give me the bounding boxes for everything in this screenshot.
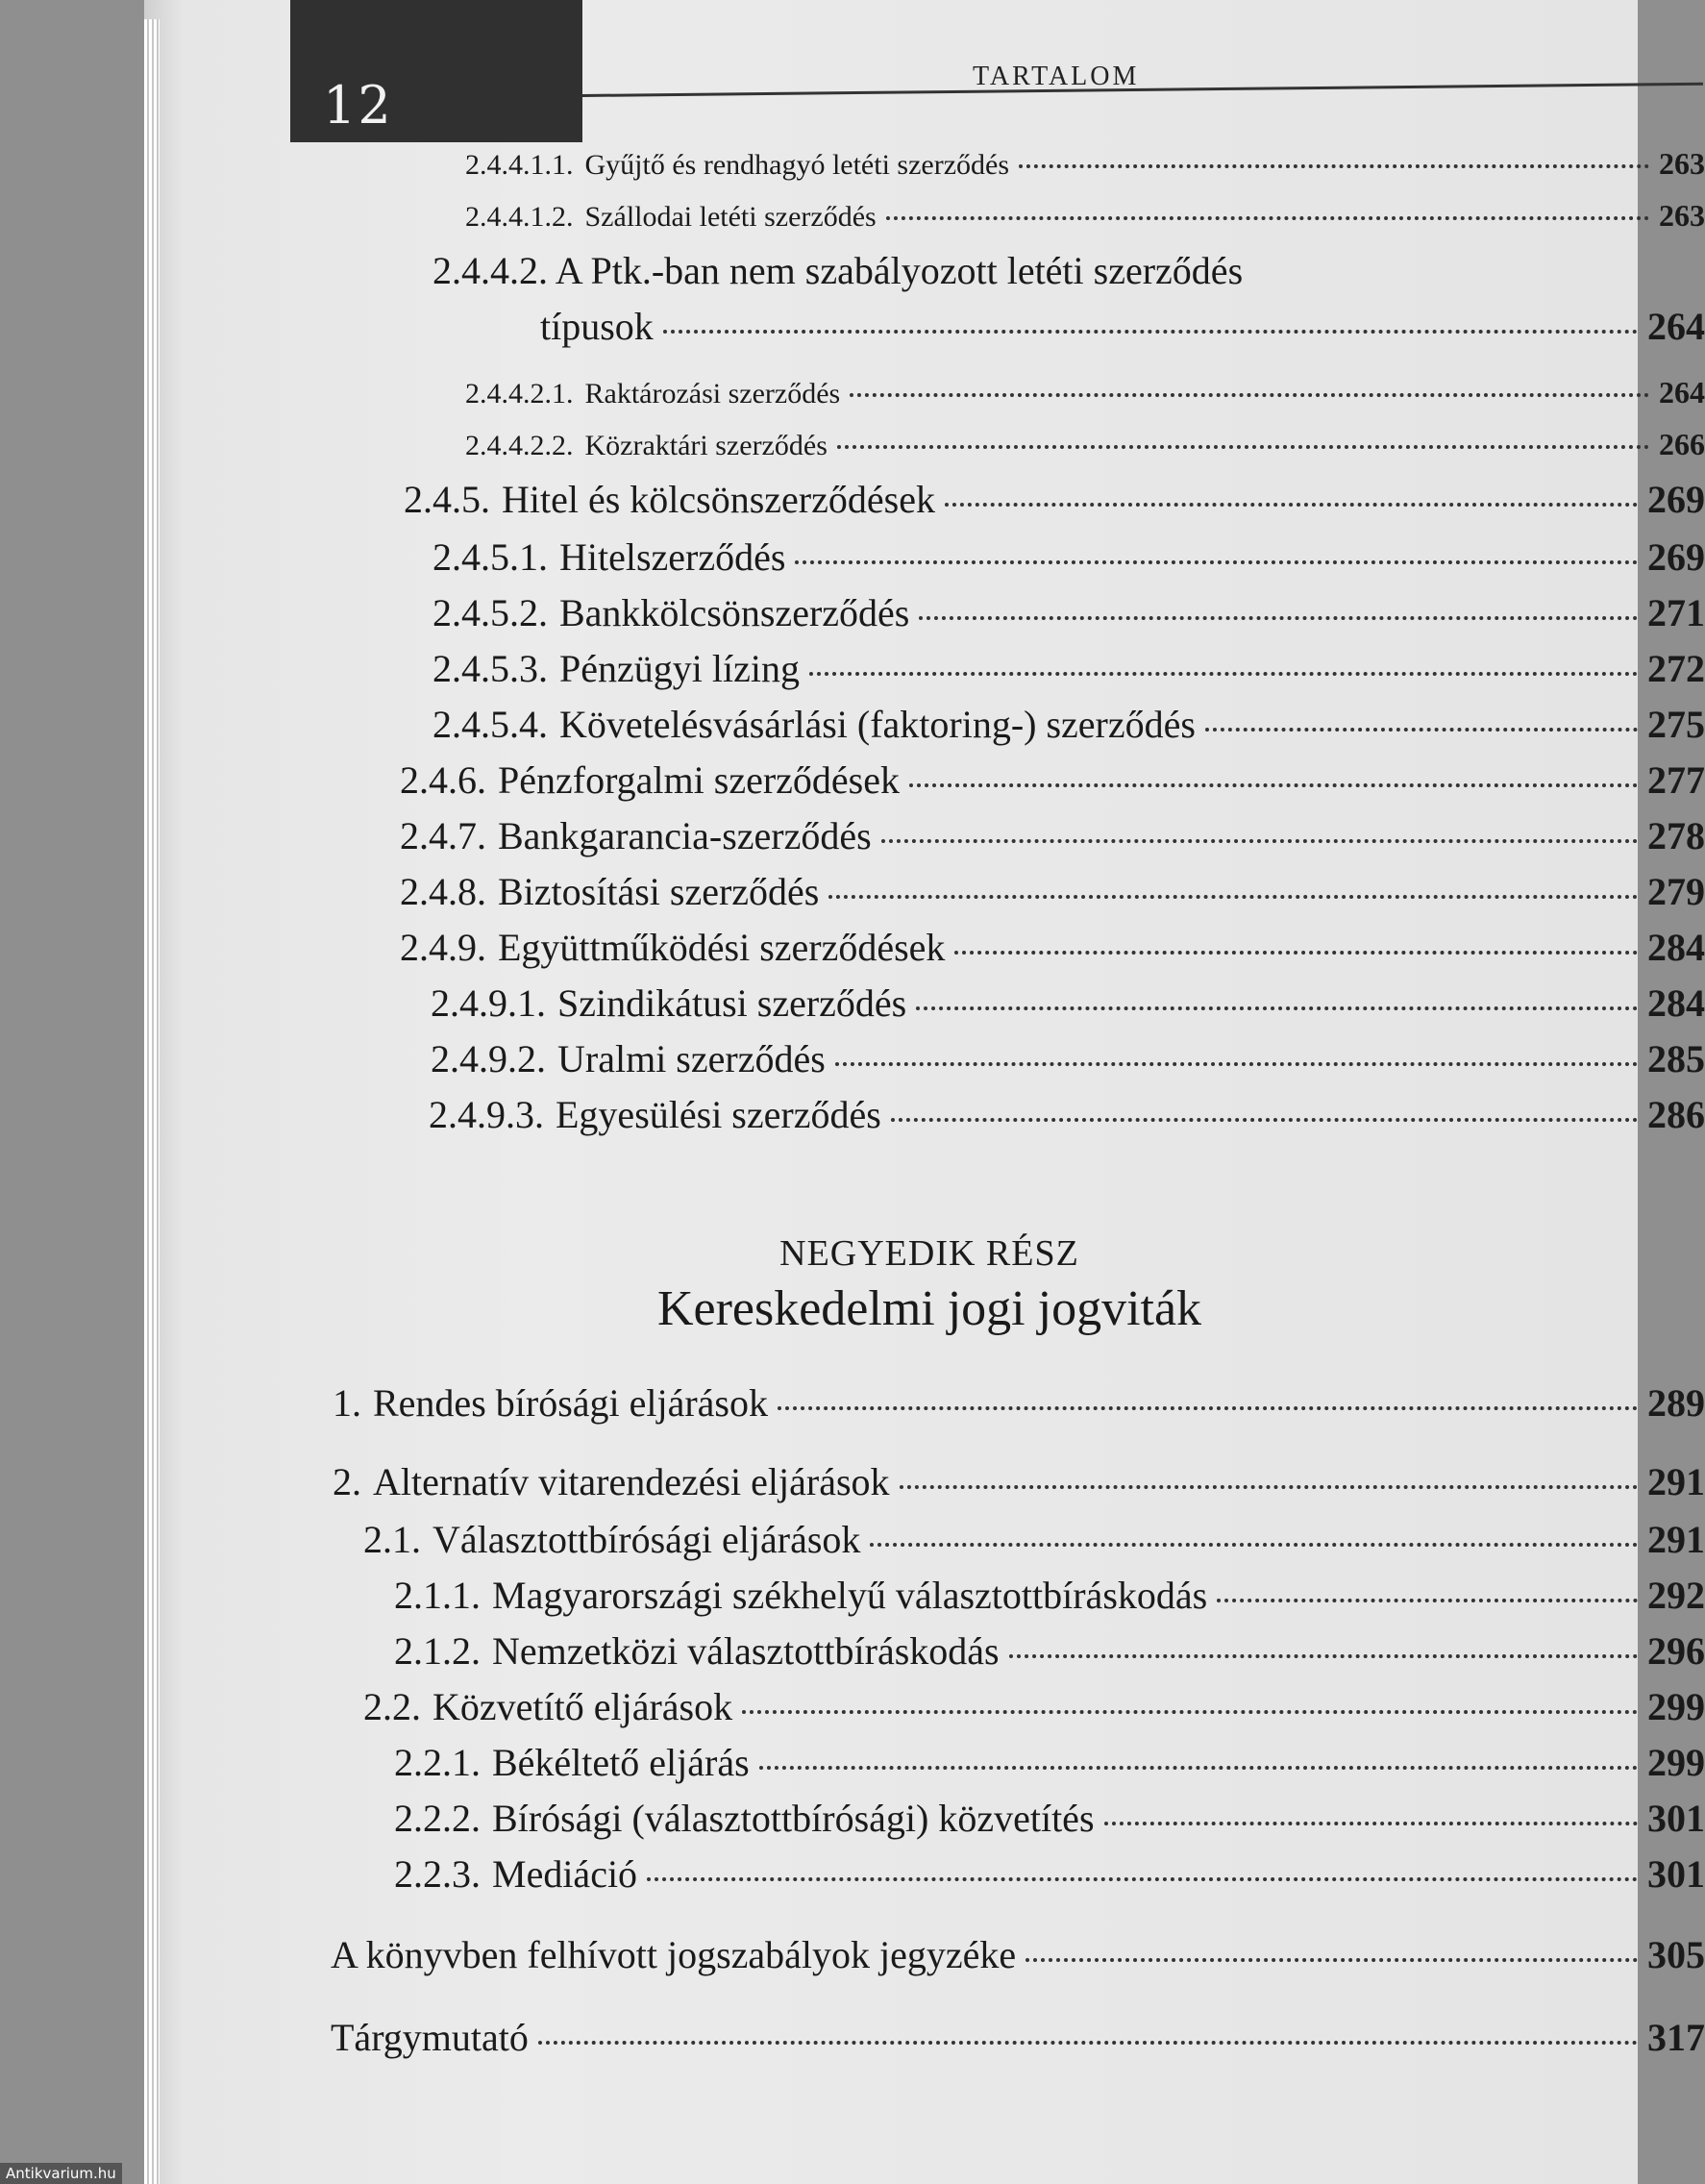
toc-number: 2.4.5.2. — [432, 591, 548, 634]
toc-entry — [432, 702, 1705, 747]
toc-entry — [394, 1740, 1705, 1785]
toc-entry — [400, 869, 1705, 914]
header-rule — [582, 83, 1703, 97]
dot-leader — [828, 895, 1638, 899]
toc-title-cont: típusok — [540, 305, 654, 348]
toc-number: 2.1.2. — [394, 1629, 481, 1673]
dot-leader — [759, 1766, 1638, 1770]
dot-leader — [663, 330, 1638, 334]
toc-number: 1. — [333, 1381, 361, 1425]
toc-number: 2.4.9.1. — [431, 981, 546, 1025]
toc-entry — [333, 1459, 1705, 1504]
toc-entry — [331, 2015, 1705, 2060]
toc-page: 296 — [1647, 1629, 1705, 1673]
toc-page: 291 — [1647, 1518, 1705, 1561]
toc-title: Pénzforgalmi szerződések — [498, 758, 900, 802]
toc-page: 305 — [1647, 1933, 1705, 1976]
toc-entry — [400, 813, 1705, 858]
toc-title: Pénzügyi lízing — [559, 647, 800, 690]
dot-leader — [778, 1406, 1638, 1410]
toc-title: A könyvben felhívott jogszabályok jegyzéke — [331, 1933, 1017, 1976]
toc-entry — [394, 1796, 1705, 1841]
toc-number: 2.4.5.1. — [432, 535, 548, 579]
dot-leader — [835, 1062, 1638, 1066]
toc-page: 317 — [1647, 2016, 1705, 2059]
toc-entry — [394, 1851, 1705, 1897]
toc-title: Biztosítási szerződés — [498, 870, 820, 913]
toc-entry-wrapped — [432, 248, 1243, 293]
toc-entry — [432, 646, 1705, 691]
page-edge — [144, 19, 160, 2184]
toc-page: 263 — [1659, 146, 1705, 181]
dot-leader — [1205, 728, 1638, 732]
dot-leader — [891, 1118, 1638, 1122]
toc-number: 2.4.8. — [400, 870, 486, 913]
toc-page: 301 — [1647, 1852, 1705, 1896]
toc-page: 286 — [1647, 1093, 1705, 1136]
dot-leader — [1009, 1654, 1638, 1658]
page-number-box — [290, 0, 582, 142]
dot-leader — [809, 672, 1638, 676]
toc-title: Raktározási szerződés — [584, 378, 841, 410]
toc-page: 299 — [1647, 1741, 1705, 1784]
toc-number: 2.2.2. — [394, 1797, 481, 1840]
toc-title: A Ptk.-ban nem szabályozott letéti szerződés — [555, 249, 1244, 292]
toc-page: 278 — [1647, 814, 1705, 857]
dot-leader — [647, 1877, 1638, 1881]
toc-number: 2.2.1. — [394, 1741, 481, 1784]
toc-number: 2. — [333, 1460, 361, 1503]
running-title: TARTALOM — [973, 62, 1140, 91]
toc-title: Tárgymutató — [331, 2016, 529, 2059]
toc-entry — [432, 590, 1705, 635]
dot-leader — [870, 1543, 1638, 1547]
toc-page: 279 — [1647, 870, 1705, 913]
toc-title: Egyesülési szerződés — [556, 1093, 881, 1136]
toc-title: Közvetítő eljárások — [432, 1685, 733, 1728]
dot-leader — [909, 783, 1638, 787]
dot-leader — [1217, 1599, 1638, 1602]
toc-page: 269 — [1647, 478, 1705, 521]
toc-title: Hitelszerződés — [559, 535, 786, 579]
toc-title: Szállodai letéti szerződés — [584, 201, 877, 233]
toc-title: Gyűjtő és rendhagyó letéti szerződés — [584, 149, 1010, 181]
toc-entry — [465, 198, 1705, 234]
toc-entry — [400, 925, 1705, 970]
toc-entry — [431, 980, 1705, 1026]
toc-page: 264 — [1659, 375, 1705, 410]
toc-entry — [431, 1036, 1705, 1081]
toc-number: 2.4.9.3. — [429, 1093, 544, 1136]
toc-page: 272 — [1647, 647, 1705, 690]
toc-number: 2.4.6. — [400, 758, 486, 802]
toc-title: Bankkölcsönszerződés — [559, 591, 910, 634]
toc-entry — [465, 427, 1705, 462]
dot-leader — [945, 503, 1638, 507]
toc-entry — [465, 375, 1705, 410]
dot-leader — [900, 1485, 1638, 1489]
toc-number: 2.4.5.3. — [432, 647, 548, 690]
dot-leader — [916, 1006, 1638, 1010]
dot-leader — [837, 445, 1649, 449]
toc-entry-continuation — [540, 304, 1705, 349]
toc-page: 284 — [1647, 981, 1705, 1025]
dot-leader — [795, 560, 1638, 564]
toc-entry — [363, 1684, 1705, 1729]
toc-entry — [465, 146, 1705, 182]
toc-title: Választottbírósági eljárások — [432, 1518, 861, 1561]
toc-page: 291 — [1647, 1460, 1705, 1503]
dot-leader — [1104, 1822, 1638, 1825]
toc-entry — [394, 1573, 1705, 1618]
dot-leader — [886, 216, 1649, 220]
toc-entry — [394, 1628, 1705, 1674]
toc-entry — [429, 1092, 1705, 1137]
toc-page: 292 — [1647, 1574, 1705, 1617]
dot-leader — [850, 393, 1649, 397]
toc-title: Magyarországi székhelyű választottbíráskodás — [492, 1574, 1208, 1617]
toc-number: 2.4.4.2. — [432, 249, 548, 292]
toc-page: 269 — [1647, 535, 1705, 579]
toc-number: 2.4.4.2.2. — [465, 430, 574, 461]
toc-title: Mediáció — [492, 1852, 638, 1896]
toc-number: 2.2. — [363, 1685, 421, 1728]
toc-page: 277 — [1647, 758, 1705, 802]
toc-page: 264 — [1647, 305, 1705, 348]
part-title: Kereskedelmi jogi jogviták — [656, 1281, 1202, 1336]
toc-entry — [404, 477, 1705, 522]
dot-leader — [919, 616, 1638, 620]
toc-title: Hitel és kölcsönszerződések — [502, 478, 935, 521]
toc-title: Közraktári szerződés — [584, 430, 828, 461]
toc-entry — [432, 534, 1705, 580]
toc-page: 275 — [1647, 703, 1705, 746]
toc-title: Bírósági (választottbírósági) közvetítés — [492, 1797, 1095, 1840]
dot-leader — [881, 839, 1638, 843]
toc-title: Szindikátusi szerződés — [557, 981, 907, 1025]
toc-title: Békéltető eljárás — [492, 1741, 750, 1784]
toc-number: 2.1.1. — [394, 1574, 481, 1617]
toc-number: 2.4.9. — [400, 926, 486, 969]
toc-page: 289 — [1647, 1381, 1705, 1425]
dot-leader — [538, 2041, 1638, 2045]
toc-number: 2.4.9.2. — [431, 1037, 546, 1080]
toc-title: Bankgarancia-szerződés — [498, 814, 872, 857]
book-page — [144, 0, 1705, 2184]
toc-title: Követelésvásárlási (faktoring-) szerződés — [559, 703, 1196, 746]
toc-title: Együttműködési szerződések — [498, 926, 946, 969]
toc-number: 2.4.5.4. — [432, 703, 548, 746]
toc-title: Alternatív vitarendezési eljárások — [373, 1460, 890, 1503]
toc-title: Uralmi szerződés — [557, 1037, 826, 1080]
toc-number: 2.4.7. — [400, 814, 486, 857]
watermark: Antikvarium.hu — [0, 2163, 122, 2184]
toc-page: 299 — [1647, 1685, 1705, 1728]
toc-page: 266 — [1659, 427, 1705, 461]
toc-page: 263 — [1659, 198, 1705, 233]
toc-entry — [333, 1380, 1705, 1426]
toc-entry — [331, 1932, 1705, 1977]
dot-leader — [954, 951, 1638, 955]
dot-leader — [1019, 164, 1649, 168]
toc-number: 2.4.4.1.2. — [465, 201, 574, 233]
toc-page: 271 — [1647, 591, 1705, 634]
toc-page: 285 — [1647, 1037, 1705, 1080]
toc-number: 2.2.3. — [394, 1852, 481, 1896]
part-label: NEGYEDIK RÉSZ — [779, 1233, 1079, 1274]
toc-title: Rendes bírósági eljárások — [373, 1381, 768, 1425]
dot-leader — [1025, 1958, 1638, 1962]
toc-page: 301 — [1647, 1797, 1705, 1840]
dot-leader — [742, 1710, 1638, 1714]
toc-entry — [400, 757, 1705, 803]
toc-page: 284 — [1647, 926, 1705, 969]
page-number: 12 — [323, 75, 393, 136]
toc-entry — [363, 1517, 1705, 1562]
toc-number: 2.1. — [363, 1518, 421, 1561]
toc-number: 2.4.4.1.1. — [465, 149, 574, 181]
toc-number: 2.4.5. — [404, 478, 490, 521]
toc-title: Nemzetközi választottbíráskodás — [492, 1629, 1000, 1673]
toc-number: 2.4.4.2.1. — [465, 378, 574, 410]
